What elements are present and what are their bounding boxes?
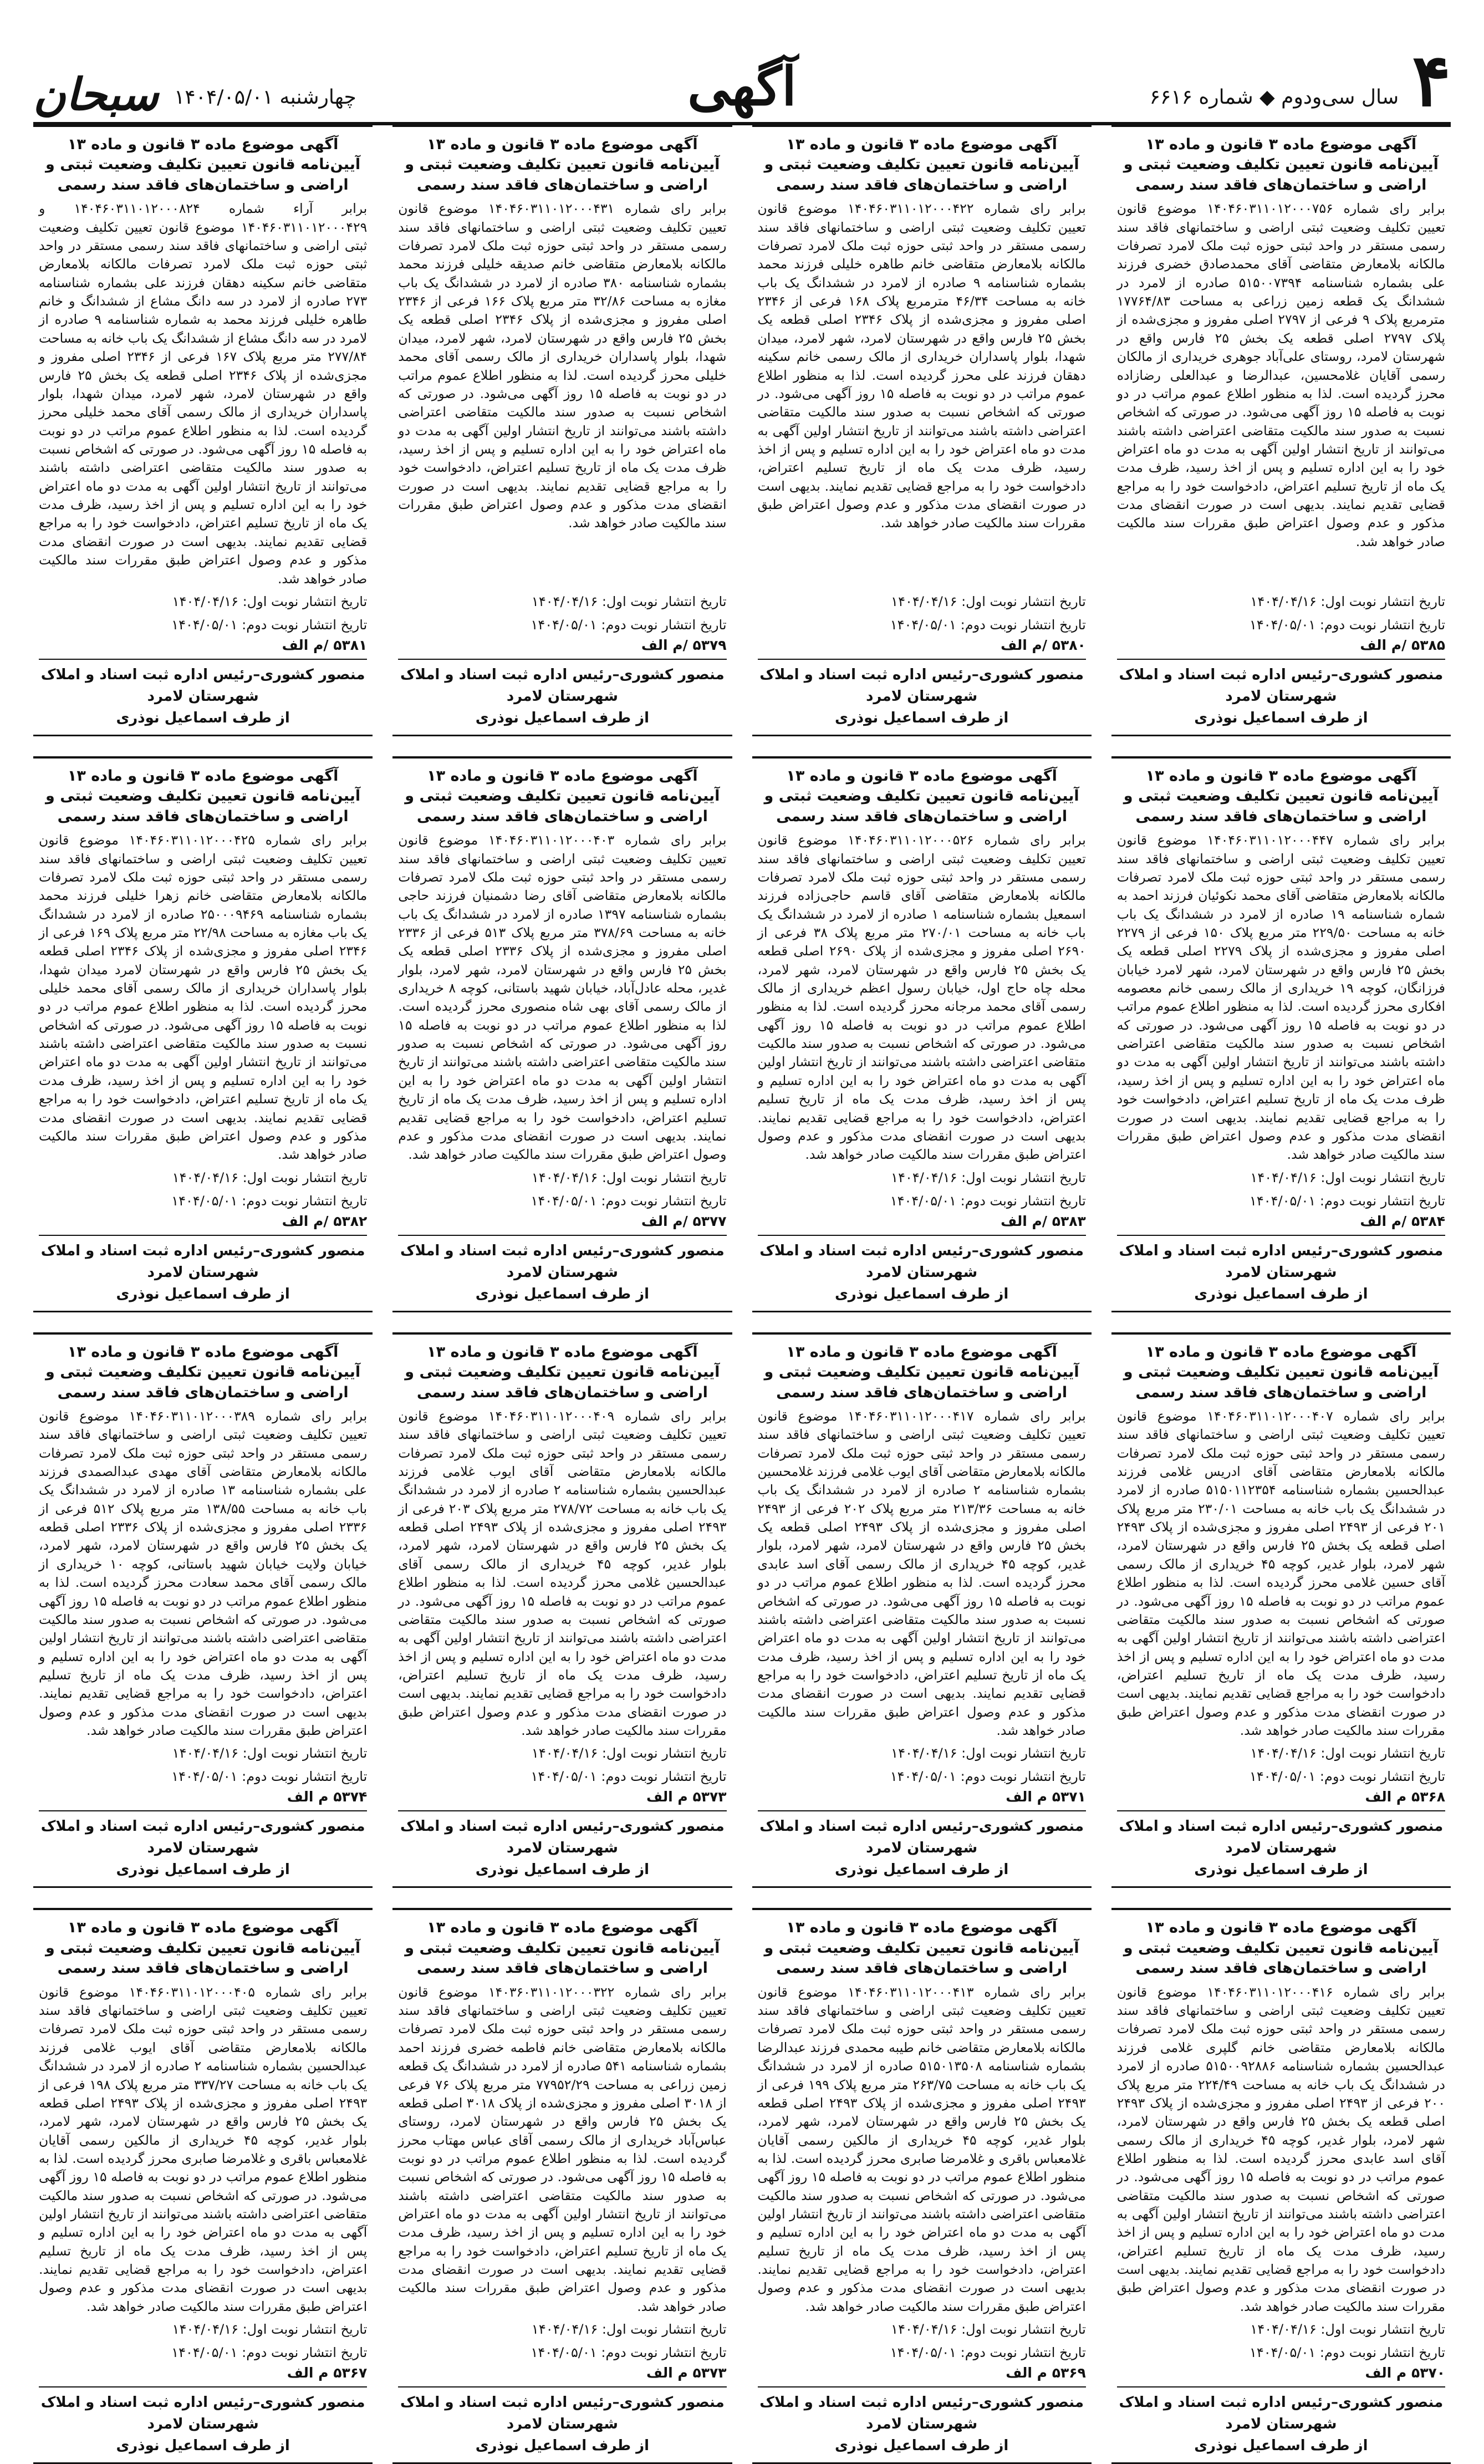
notice-date-first: تاریخ انتشار نوبت اول: ۱۴۰۴/۰۴/۱۶	[531, 2322, 727, 2338]
notice-code: ۵۳۶۷ م الف	[287, 2365, 368, 2381]
notice-date-first: تاریخ انتشار نوبت اول: ۱۴۰۴/۰۴/۱۶	[172, 1169, 368, 1185]
signature-sub: از طرف اسماعیل نوذری	[116, 2437, 290, 2455]
notices-grid	[33, 125, 1451, 2455]
notice-signature	[39, 1235, 367, 1305]
signature-line: منصور کشوری–رئیس اداره ثبت اسناد و املاک شهرستان لامرد	[40, 1818, 365, 1857]
notice-signature	[398, 1810, 726, 1881]
notice-box	[33, 1908, 373, 2464]
notice-box	[1111, 125, 1451, 736]
notice-code: ۵۳۷۴ م الف	[287, 1789, 368, 1805]
notice-date-second: تاریخ انتشار نوبت دوم: ۱۴۰۴/۰۵/۰۱	[1249, 617, 1445, 633]
signature-sub: از طرف اسماعیل نوذری	[834, 709, 1009, 726]
signature-line: منصور کشوری–رئیس اداره ثبت اسناد و املاک شهرستان لامرد	[40, 2394, 365, 2433]
notice-date-first: تاریخ انتشار نوبت اول: ۱۴۰۴/۰۴/۱۶	[1250, 1745, 1445, 1762]
notice-body: برابر رای شماره ۱۴۰۴۶۰۳۱۱۰۱۲۰۰۰۴۰۳ موضوع قانون تعیین تکلیف وضعیت ثبتی اراضی و ساختمانهای فاقد سند رسمی مستقر در واحد ثبتی حوزه ثبت ملک لامرد تصرفات مالکانه بلامعارض متقاضی آقای رضا دشمنیان فرزند حاجی بشماره شناسنامه ۱۳۹۷ صادره از لامرد در ششدانگ یک باب خانه به مساحت ۳۷۸/۶۹ متر مربع پلاک ۵۱۳ فرعی از ۲۳۳۶ اصلی مفروز و مجزی‌شده از پلاک ۲۳۳۶ اصلی قطعه یک بخش ۲۵ فارس واقع در شهرستان لامرد، شهر لامرد، بلوار غدیر، محله عادل‌آباد، خیابان شهید باستانی، کوچه ۸ خریداری از مالک رسمی آقای بهی شاه منصوری محرز گردیده است. لذا به منظور اطلاع عموم مراتب در دو نوبت به فاصله ۱۵ روز آگهی می‌شود. در صورتی که اشخاص نسبت به صدور سند مالکیت متقاضی اعتراضی داشته باشند می‌توانند از تاریخ انتشار اولین آگهی به مدت دو ماه اعتراض خود را به این اداره تسلیم و پس از اخذ رسید، ظرف مدت یک ماه از تاریخ تسلیم اعتراض، دادخواست خود را به مراجع قضایی تقدیم نمایند. بدیهی است در صورت انقضای مدت مذکور و عدم وصول اعتراض طبق مقررات سند مالکیت صادر خواهد شد.	[398, 832, 727, 1163]
notice-date-first: تاریخ انتشار نوبت اول: ۱۴۰۴/۰۴/۱۶	[891, 2322, 1086, 2338]
notice-date-second: تاریخ انتشار نوبت دوم: ۱۴۰۴/۰۵/۰۱	[171, 1769, 368, 1785]
signature-line: منصور کشوری–رئیس اداره ثبت اسناد و املاک شهرستان لامرد	[1119, 1242, 1444, 1281]
notice-date-second: تاریخ انتشار نوبت دوم: ۱۴۰۴/۰۵/۰۱	[531, 1193, 727, 1209]
header-right	[1149, 38, 1451, 123]
notice-code: ۵۳۷۰ م الف	[1365, 2365, 1445, 2381]
publication-date: چهارشنبه ۱۴۰۴/۰۵/۰۱	[174, 86, 356, 109]
notice-title: آگهی موضوع ماده ۳ قانون و ماده ۱۳ آیین‌نامه قانون تعیین تکلیف وضعیت ثبتی و اراضی و ساختمان‌های فاقد سند رسمی	[405, 767, 720, 825]
notice-date-first: تاریخ انتشار نوبت اول: ۱۴۰۴/۰۴/۱۶	[531, 1745, 727, 1762]
header-left	[33, 68, 356, 120]
signature-sub: از طرف اسماعیل نوذری	[475, 1861, 650, 1878]
notice-code: ۵۳۷۹ /م الف	[641, 637, 727, 653]
signature-sub: از طرف اسماعیل نوذری	[834, 2437, 1009, 2455]
notice-signature	[1117, 2386, 1445, 2457]
signature-sub: از طرف اسماعیل نوذری	[475, 2437, 650, 2455]
notice-date-second: تاریخ انتشار نوبت دوم: ۱۴۰۴/۰۵/۰۱	[171, 617, 368, 633]
notice-title: آگهی موضوع ماده ۳ قانون و ماده ۱۳ آیین‌نامه قانون تعیین تکلیف وضعیت ثبتی و اراضی و ساختمان‌های فاقد سند رسمی	[45, 1919, 361, 1977]
notice-body: برابر رای شماره ۱۴۰۴۶۰۳۱۱۰۱۲۰۰۰۴۳۱ موضوع قانون تعیین تکلیف وضعیت ثبتی اراضی و ساختمانهای فاقد سند رسمی مستقر در واحد ثبتی حوزه ثبت ملک لامرد تصرفات مالکانه بلامعارض متقاضی خانم صدیقه خلیلی فرزند محمد بشماره شناسنامه ۳۸۰ صادره از لامرد در ششدانگ یک باب مغازه به مساحت ۳۲/۸۶ متر مربع پلاک ۱۶۶ فرعی از ۲۳۴۶ اصلی مفروز و مجزی‌شده از پلاک ۲۳۴۶ اصلی قطعه یک بخش ۲۵ فارس واقع در شهرستان لامرد، شهر لامرد، میدان شهدا، بلوار پاسداران خریداری از مالک رسمی آقای محمد خلیلی محرز گردیده است. لذا به منظور اطلاع عموم مراتب در دو نوبت به فاصله ۱۵ روز آگهی می‌شود. در صورتی که اشخاص نسبت به صدور سند مالکیت متقاضی اعتراضی داشته باشند می‌توانند از تاریخ انتشار اولین آگهی به مدت دو ماه اعتراض خود را به این اداره تسلیم و پس از اخذ رسید، ظرف مدت یک ماه از تاریخ تسلیم اعتراض، دادخواست خود را به مراجع قضایی تقدیم نمایند. بدیهی است در صورت انقضای مدت مذکور و عدم وصول اعتراض طبق مقررات سند مالکیت صادر خواهد شد.	[398, 201, 727, 531]
notice-date-first: تاریخ انتشار نوبت اول: ۱۴۰۴/۰۴/۱۶	[172, 1745, 368, 1762]
notice-title: آگهی موضوع ماده ۳ قانون و ماده ۱۳ آیین‌نامه قانون تعیین تکلیف وضعیت ثبتی و اراضی و ساختمان‌های فاقد سند رسمی	[1123, 1919, 1439, 1977]
notice-date-second: تاریخ انتشار نوبت دوم: ۱۴۰۴/۰۵/۰۱	[1249, 2345, 1445, 2361]
notice-date-first: تاریخ انتشار نوبت اول: ۱۴۰۴/۰۴/۱۶	[1250, 593, 1445, 609]
signature-line: منصور کشوری–رئیس اداره ثبت اسناد و املاک شهرستان لامرد	[759, 666, 1084, 705]
signature-sub: از طرف اسماعیل نوذری	[116, 1285, 290, 1302]
notice-body: برابر رای شماره ۱۴۰۴۶۰۳۱۱۰۱۲۰۰۰۴۲۲ موضوع قانون تعیین تکلیف وضعیت ثبتی اراضی و ساختمانهای فاقد سند رسمی مستقر در واحد ثبتی حوزه ثبت ملک لامرد تصرفات مالکانه بلامعارض متقاضی خانم طاهره خلیلی فرزند محمد بشماره شناسنامه ۹ صادره از لامرد در ششدانگ یک باب خانه به مساحت ۴۶/۳۴ مترمربع پلاک ۱۶۸ فرعی از ۲۳۴۶ اصلی مفروز و مجزی‌شده از پلاک ۲۳۴۶ اصلی قطعه یک بخش ۲۵ فارس واقع در شهرستان لامرد، شهر لامرد، میدان شهدا، بلوار پاسداران خریداری از مالک رسمی خانم سکینه دهقان فرزند علی محرز گردیده است. لذا به منظور اطلاع عموم مراتب در دو نوبت به فاصله ۱۵ روز آگهی می‌شود. در صورتی که اشخاص نسبت به صدور سند مالکیت متقاضی اعتراضی داشته باشند می‌توانند از تاریخ انتشار اولین آگهی به مدت دو ماه اعتراض خود را به این اداره تسلیم و پس از اخذ رسید، ظرف مدت یک ماه از تاریخ تسلیم اعتراض، دادخواست خود را به مراجع قضایی تقدیم نمایند. بدیهی است در صورت انقضای مدت مذکور و عدم وصول اعتراض طبق مقررات سند مالکیت صادر خواهد شد.	[757, 201, 1086, 531]
notice-code: ۵۳۸۵ /م الف	[1360, 637, 1445, 653]
signature-sub: از طرف اسماعیل نوذری	[116, 709, 290, 726]
signature-line: منصور کشوری–رئیس اداره ثبت اسناد و املاک شهرستان لامرد	[759, 1242, 1084, 1281]
notice-title: آگهی موضوع ماده ۳ قانون و ماده ۱۳ آیین‌نامه قانون تعیین تکلیف وضعیت ثبتی و اراضی و ساختمان‌های فاقد سند رسمی	[45, 767, 361, 825]
notice-title: آگهی موضوع ماده ۳ قانون و ماده ۱۳ آیین‌نامه قانون تعیین تکلیف وضعیت ثبتی و اراضی و ساختمان‌های فاقد سند رسمی	[1123, 136, 1439, 194]
notice-box	[1111, 756, 1451, 1312]
notice-title: آگهی موضوع ماده ۳ قانون و ماده ۱۳ آیین‌نامه قانون تعیین تکلیف وضعیت ثبتی و اراضی و ساختمان‌های فاقد سند رسمی	[764, 1343, 1079, 1401]
notice-signature	[39, 659, 367, 729]
signature-sub: از طرف اسماعیل نوذری	[475, 709, 650, 726]
notice-title: آگهی موضوع ماده ۳ قانون و ماده ۱۳ آیین‌نامه قانون تعیین تکلیف وضعیت ثبتی و اراضی و ساختمان‌های فاقد سند رسمی	[45, 1343, 361, 1401]
notice-box	[1111, 1908, 1451, 2464]
notice-signature	[398, 2386, 726, 2457]
notice-signature	[398, 659, 726, 729]
notice-box	[752, 756, 1092, 1312]
notice-title: آگهی موضوع ماده ۳ قانون و ماده ۱۳ آیین‌نامه قانون تعیین تکلیف وضعیت ثبتی و اراضی و ساختمان‌های فاقد سند رسمی	[45, 136, 361, 194]
notice-box	[392, 756, 732, 1312]
notice-code: ۵۳۸۳ /م الف	[1001, 1213, 1086, 1229]
notice-date-second: تاریخ انتشار نوبت دوم: ۱۴۰۴/۰۵/۰۱	[531, 2345, 727, 2361]
notice-body: برابر رای شماره ۱۴۰۴۶۰۳۱۱۰۱۲۰۰۰۴۴۷ موضوع قانون تعیین تکلیف وضعیت ثبتی اراضی و ساختمانهای فاقد سند رسمی مستقر در واحد ثبتی حوزه ثبت ملک لامرد تصرفات مالکانه بلامعارض متقاضی آقای محمد نکوئیان فرزند احمد به شماره شناسنامه ۱۹ صادره از لامرد در ششدانگ یک باب خانه به مساحت ۲۲۹/۵۰ متر مربع پلاک ۱۵۰ فرعی از ۲۲۷۹ اصلی مفروز و مجزی‌شده از پلاک ۲۲۷۹ اصلی قطعه یک بخش ۲۵ فارس واقع در شهرستان لامرد، شهر لامرد خیابان فرزانگان، کوچه ۱۹ خریداری از مالک رسمی خانم معصومه افکاری محرز گردیده است. لذا به منظور اطلاع عموم مراتب در دو نوبت به فاصله ۱۵ روز آگهی می‌شود. در صورتی که اشخاص نسبت به صدور سند مالکیت متقاضی اعتراضی داشته باشند می‌توانند از تاریخ انتشار اولین آگهی به مدت دو ماه اعتراض خود را به این اداره تسلیم و پس از اخذ رسید، ظرف مدت یک ماه از تاریخ تسلیم اعتراض، دادخواست خود را به مراجع قضایی تقدیم نمایند. بدیهی است در صورت انقضای مدت مذکور و عدم وصول اعتراض طبق مقررات سند مالکیت صادر خواهد شد.	[1116, 832, 1445, 1163]
signature-line: منصور کشوری–رئیس اداره ثبت اسناد و املاک شهرستان لامرد	[1119, 1818, 1444, 1857]
notice-date-first: تاریخ انتشار نوبت اول: ۱۴۰۴/۰۴/۱۶	[1250, 2322, 1445, 2338]
notice-date-second: تاریخ انتشار نوبت دوم: ۱۴۰۴/۰۵/۰۱	[531, 1769, 727, 1785]
notice-date-first: تاریخ انتشار نوبت اول: ۱۴۰۴/۰۴/۱۶	[172, 593, 368, 609]
signature-sub: از طرف اسماعیل نوذری	[834, 1285, 1009, 1302]
notice-title: آگهی موضوع ماده ۳ قانون و ماده ۱۳ آیین‌نامه قانون تعیین تکلیف وضعیت ثبتی و اراضی و ساختمان‌های فاقد سند رسمی	[1123, 1343, 1439, 1401]
notice-date-first: تاریخ انتشار نوبت اول: ۱۴۰۴/۰۴/۱۶	[891, 593, 1086, 609]
notice-box	[752, 1908, 1092, 2464]
notice-box	[752, 1332, 1092, 1888]
notice-title: آگهی موضوع ماده ۳ قانون و ماده ۱۳ آیین‌نامه قانون تعیین تکلیف وضعیت ثبتی و اراضی و ساختمان‌های فاقد سند رسمی	[764, 136, 1079, 194]
notice-signature	[39, 2386, 367, 2457]
notice-code: ۵۳۶۸ م الف	[1365, 1789, 1445, 1805]
notice-date-second: تاریخ انتشار نوبت دوم: ۱۴۰۴/۰۵/۰۱	[1249, 1769, 1445, 1785]
signature-line: منصور کشوری–رئیس اداره ثبت اسناد و املاک شهرستان لامرد	[400, 2394, 725, 2433]
notice-box	[392, 125, 732, 736]
notice-date-first: تاریخ انتشار نوبت اول: ۱۴۰۴/۰۴/۱۶	[891, 1745, 1086, 1762]
notice-box	[33, 756, 373, 1312]
notice-date-second: تاریخ انتشار نوبت دوم: ۱۴۰۴/۰۵/۰۱	[890, 1769, 1086, 1785]
notice-signature	[758, 1235, 1086, 1305]
notice-box	[33, 1332, 373, 1888]
notice-body: برابر رای شماره ۱۴۰۴۶۰۳۱۱۰۱۲۰۰۰۴۲۵ موضوع قانون تعیین تکلیف وضعیت ثبتی اراضی و ساختمانهای فاقد سند رسمی مستقر در واحد ثبتی حوزه ثبت ملک لامرد تصرفات مالکانه بلامعارض متقاضی خانم زهرا خلیلی فرزند محمد بشماره شناسنامه ۲۵۰۰۰۹۴۶۹ صادره از لامرد در ششدانگ یک باب مغازه به مساحت ۲۲/۹۸ متر مربع پلاک ۱۶۹ فرعی از ۲۳۴۶ اصلی مفروز و مجزی‌شده از پلاک ۲۳۴۶ اصلی قطعه یک بخش ۲۵ فارس واقع در شهرستان لامرد میدان شهدا، بلوار پاسداران خریداری از مالک رسمی آقای محمد خلیلی محرز گردیده است. لذا به منظور اطلاع عموم مراتب در دو نوبت به فاصله ۱۵ روز آگهی می‌شود. در صورتی که اشخاص نسبت به صدور سند مالکیت متقاضی اعتراضی داشته باشند می‌توانند از تاریخ انتشار اولین آگهی به مدت دو ماه اعتراض خود را به این اداره تسلیم و پس از اخذ رسید، ظرف مدت یک ماه از تاریخ تسلیم اعتراض، دادخواست خود را به مراجع قضایی تقدیم نمایند. بدیهی است در صورت انقضای مدت مذکور و عدم وصول اعتراض طبق مقررات سند مالکیت صادر خواهد شد.	[39, 832, 368, 1163]
notice-date-second: تاریخ انتشار نوبت دوم: ۱۴۰۴/۰۵/۰۱	[171, 1193, 368, 1209]
notice-date-first: تاریخ انتشار نوبت اول: ۱۴۰۴/۰۴/۱۶	[891, 1169, 1086, 1185]
notice-signature	[758, 659, 1086, 729]
signature-line: منصور کشوری–رئیس اداره ثبت اسناد و املاک شهرستان لامرد	[759, 2394, 1084, 2433]
notice-code: ۵۳۶۹ م الف	[1006, 2365, 1086, 2381]
notice-code: ۵۳۸۲ /م الف	[282, 1213, 368, 1229]
signature-line: منصور کشوری–رئیس اداره ثبت اسناد و املاک شهرستان لامرد	[759, 1818, 1084, 1857]
notice-signature	[1117, 659, 1445, 729]
notice-code: ۵۳۸۰ /م الف	[1001, 637, 1086, 653]
notice-body: برابر رای شماره ۱۴۰۴۶۰۳۱۱۰۱۲۰۰۰۴۱۶ موضوع قانون تعیین تکلیف وضعیت ثبتی اراضی و ساختمانهای فاقد سند رسمی مستقر در واحد ثبتی حوزه ثبت ملک لامرد تصرفات مالکانه بلامعارض متقاضی خانم گلپری غلامی فرزند عبدالحسین بشماره شناسنامه ۵۱۵۰۰۹۲۸۸۶ صادره از لامرد در ششدانگ یک باب خانه به مساحت ۲۲۴/۴۹ متر مربع پلاک ۲۰۰ فرعی از ۲۴۹۳ اصلی مفروز و مجزی‌شده از پلاک ۲۴۹۳ اصلی قطعه یک بخش ۲۵ فارس واقع در شهرستان لامرد، شهر لامرد، بلوار غدیر، کوچه ۴۵ خریداری از مالک رسمی آقای اسد عابدی محرز گردیده است. لذا به منظور اطلاع عموم مراتب در دو نوبت به فاصله ۱۵ روز آگهی می‌شود. در صورتی که اشخاص نسبت به صدور سند مالکیت متقاضی اعتراضی داشته باشند می‌توانند از تاریخ انتشار اولین آگهی به مدت دو ماه اعتراض خود را به این اداره تسلیم و پس از اخذ رسید، ظرف مدت یک ماه از تاریخ تسلیم اعتراض، دادخواست خود را به مراجع قضایی تقدیم نمایند. بدیهی است در صورت انقضای مدت مذکور و عدم وصول اعتراض طبق مقررات سند مالکیت صادر خواهد شد.	[1116, 1984, 1445, 2314]
notice-box	[392, 1908, 732, 2464]
notice-body: برابر رای شماره ۱۴۰۴۶۰۳۱۱۰۱۲۰۰۰۵۲۶ موضوع قانون تعیین تکلیف وضعیت ثبتی اراضی و ساختمانهای فاقد سند رسمی مستقر در واحد ثبتی حوزه ثبت ملک لامرد تصرفات مالکانه بلامعارض متقاضی آقای قاسم حاجی‌زاده فرزند اسمعیل بشماره شناسنامه ۱ صادره از لامرد در ششدانگ یک باب خانه به مساحت ۲۷۰/۰۱ متر مربع پلاک ۳۸ فرعی از ۲۶۹۰ اصلی مفروز و مجزی‌شده از پلاک ۲۶۹۰ اصلی قطعه یک بخش ۲۵ فارس واقع در شهرستان لامرد، شهر لامرد، محله چاه حاج اول، خیابان رسول اعظم خریداری از مالک رسمی آقای محمد مرجانه محرز گردیده است. لذا به منظور اطلاع عموم مراتب در دو نوبت به فاصله ۱۵ روز آگهی می‌شود. در صورتی که اشخاص نسبت به صدور سند مالکیت متقاضی اعتراضی داشته باشند می‌توانند از تاریخ انتشار اولین آگهی به مدت دو ماه اعتراض خود را به این اداره تسلیم و پس از اخذ رسید، ظرف مدت یک ماه از تاریخ تسلیم اعتراض، دادخواست خود را به مراجع قضایی تقدیم نمایند. بدیهی است در صورت انقضای مدت مذکور و عدم وصول اعتراض طبق مقررات سند مالکیت صادر خواهد شد.	[757, 832, 1086, 1163]
notice-title: آگهی موضوع ماده ۳ قانون و ماده ۱۳ آیین‌نامه قانون تعیین تکلیف وضعیت ثبتی و اراضی و ساختمان‌های فاقد سند رسمی	[764, 767, 1079, 825]
page-header	[33, 33, 1451, 125]
notice-signature	[1117, 1235, 1445, 1305]
notice-body: برابر آراء شماره ۱۴۰۴۶۰۳۱۱۰۱۲۰۰۰۸۲۴ و ۱۴۰۴۶۰۳۱۱۰۱۲۰۰۰۴۲۹ موضوع قانون تعیین تکلیف وضعیت ثبتی اراضی و ساختمانهای فاقد سند رسمی مستقر در واحد ثبتی حوزه ثبت ملک لامرد تصرفات مالکانه بلامعارض متقاضی خانم سکینه دهقان فرزند علی بشماره شناسنامه ۲۷۳ صادره از لامرد در سه دانگ مشاع از ششدانگ و خانم طاهره خلیلی فرزند محمد به شماره شناسنامه ۹ صادره از لامرد در سه دانگ مشاع از ششدانگ یک باب خانه به مساحت ۲۷۷/۸۴ متر مربع پلاک ۱۶۷ فرعی از ۲۳۴۶ اصلی مفروز و مجزی‌شده از پلاک ۲۳۴۶ اصلی قطعه یک بخش ۲۵ فارس واقع در شهرستان لامرد، شهر لامرد، میدان شهدا، بلوار پاسداران خریداری از مالک رسمی آقای محمد خلیلی محرز گردیده است. لذا به منظور اطلاع عموم مراتب در دو نوبت به فاصله ۱۵ روز آگهی می‌شود. در صورتی که اشخاص نسبت به صدور سند مالکیت متقاضی اعتراضی داشته باشند می‌توانند از تاریخ انتشار اولین آگهی به مدت دو ماه اعتراض خود را به این اداره تسلیم و پس از اخذ رسید، ظرف مدت یک ماه از تاریخ تسلیم اعتراض، دادخواست خود را به مراجع قضایی تقدیم نمایند. بدیهی است در صورت انقضای مدت مذکور و عدم وصول اعتراض طبق مقررات سند مالکیت صادر خواهد شد.	[39, 201, 368, 587]
notice-title: آگهی موضوع ماده ۳ قانون و ماده ۱۳ آیین‌نامه قانون تعیین تکلیف وضعیت ثبتی و اراضی و ساختمان‌های فاقد سند رسمی	[1123, 767, 1439, 825]
signature-line: منصور کشوری–رئیس اداره ثبت اسناد و املاک شهرستان لامرد	[1119, 666, 1444, 705]
signature-line: منصور کشوری–رئیس اداره ثبت اسناد و املاک شهرستان لامرد	[400, 1818, 725, 1857]
notice-code: ۵۳۸۱ /م الف	[282, 637, 368, 653]
signature-sub: از طرف اسماعیل نوذری	[1194, 1861, 1368, 1878]
notice-body: برابر رای شماره ۱۴۰۴۶۰۳۱۱۰۱۲۰۰۰۴۰۷ موضوع قانون تعیین تکلیف وضعیت ثبتی اراضی و ساختمانهای فاقد سند رسمی مستقر در واحد ثبتی حوزه ثبت ملک لامرد تصرفات مالکانه بلامعارض متقاضی آقای ادریس غلامی فرزند عبدالحسین بشماره شناسنامه ۵۱۵۰۱۱۲۳۵۴ صادره از لامرد در ششدانگ یک باب خانه به مساحت ۲۳۰/۰۱ متر مربع پلاک ۲۰۱ فرعی از ۲۴۹۳ اصلی مفروز و مجزی‌شده از پلاک ۲۴۹۳ اصلی قطعه یک بخش ۲۵ فارس واقع در شهرستان لامرد، شهر لامرد، بلوار غدیر، کوچه ۴۵ خریداری از مالک رسمی آقای حسین غلامی محرز گردیده است. لذا به منظور اطلاع عموم مراتب در دو نوبت به فاصله ۱۵ روز آگهی می‌شود. در صورتی که اشخاص نسبت به صدور سند مالکیت متقاضی اعتراضی داشته باشند می‌توانند از تاریخ انتشار اولین آگهی به مدت دو ماه اعتراض خود را به این اداره تسلیم و پس از اخذ رسید، ظرف مدت یک ماه از تاریخ تسلیم اعتراض، دادخواست خود را به مراجع قضایی تقدیم نمایند. بدیهی است در صورت انقضای مدت مذکور و عدم وصول اعتراض طبق مقررات سند مالکیت صادر خواهد شد.	[1116, 1408, 1445, 1739]
notice-date-second: تاریخ انتشار نوبت دوم: ۱۴۰۴/۰۵/۰۱	[890, 2345, 1086, 2361]
page-number: ۴	[1412, 38, 1451, 123]
notice-title: آگهی موضوع ماده ۳ قانون و ماده ۱۳ آیین‌نامه قانون تعیین تکلیف وضعیت ثبتی و اراضی و ساختمان‌های فاقد سند رسمی	[764, 1919, 1079, 1977]
signature-line: منصور کشوری–رئیس اداره ثبت اسناد و املاک شهرستان لامرد	[1119, 2394, 1444, 2433]
notice-signature	[758, 2386, 1086, 2457]
signature-line: منصور کشوری–رئیس اداره ثبت اسناد و املاک شهرستان لامرد	[40, 666, 365, 705]
newspaper-logo: سبحان	[33, 68, 159, 120]
notice-body: برابر رای شماره ۱۴۰۴۶۰۳۱۱۰۱۲۰۰۰۴۱۷ موضوع قانون تعیین تکلیف وضعیت ثبتی اراضی و ساختمانهای فاقد سند رسمی مستقر در واحد ثبتی حوزه ثبت ملک لامرد تصرفات مالکانه بلامعارض متقاضی آقای ایوب غلامی فرزند غلامحسین بشماره شناسنامه ۲ صادره از لامرد در ششدانگ یک باب خانه به مساحت ۲۱۳/۳۶ متر مربع پلاک ۲۰۲ فرعی از ۲۴۹۳ اصلی مفروز و مجزی‌شده از پلاک ۲۴۹۳ اصلی قطعه یک بخش ۲۵ فارس واقع در شهرستان لامرد، شهر لامرد، بلوار غدیر، کوچه ۴۵ خریداری از مالک رسمی آقای اسد عابدی محرز گردیده است. لذا به منظور اطلاع عموم مراتب در دو نوبت به فاصله ۱۵ روز آگهی می‌شود. در صورتی که اشخاص نسبت به صدور سند مالکیت متقاضی اعتراضی داشته باشند می‌توانند از تاریخ انتشار اولین آگهی به مدت دو ماه اعتراض خود را به این اداره تسلیم و پس از اخذ رسید، ظرف مدت یک ماه از تاریخ تسلیم اعتراض، دادخواست خود را به مراجع قضایی تقدیم نمایند. بدیهی است در صورت انقضای مدت مذکور و عدم وصول اعتراض طبق مقررات سند مالکیت صادر خواهد شد.	[757, 1408, 1086, 1739]
notice-date-first: تاریخ انتشار نوبت اول: ۱۴۰۴/۰۴/۱۶	[531, 1169, 727, 1185]
notice-title: آگهی موضوع ماده ۳ قانون و ماده ۱۳ آیین‌نامه قانون تعیین تکلیف وضعیت ثبتی و اراضی و ساختمان‌های فاقد سند رسمی	[405, 136, 720, 194]
signature-line: منصور کشوری–رئیس اداره ثبت اسناد و املاک شهرستان لامرد	[40, 1242, 365, 1281]
issue-info: سال سی‌ودوم ◆ شماره ۶۶۱۶	[1149, 86, 1399, 109]
notice-body: برابر رای شماره ۱۴۰۴۶۰۳۱۱۰۱۲۰۰۰۴۰۵ موضوع قانون تعیین تکلیف وضعیت ثبتی اراضی و ساختمانهای فاقد سند رسمی مستقر در واحد ثبتی حوزه ثبت ملک لامرد تصرفات مالکانه بلامعارض متقاضی آقای ایوب غلامی فرزند عبدالحسین بشماره شناسنامه ۲ صادره از لامرد در ششدانگ یک باب خانه به مساحت ۳۳۷/۲۷ متر مربع پلاک ۱۹۸ فرعی از ۲۴۹۳ اصلی مفروز و مجزی‌شده از پلاک ۲۴۹۳ اصلی قطعه یک بخش ۲۵ فارس واقع در شهرستان لامرد، شهر لامرد، بلوار غدیر، کوچه ۴۵ خریداری از مالکین رسمی آقایان غلامعباس باقری و غلامرضا صابری محرز گردیده است. لذا به منظور اطلاع عموم مراتب در دو نوبت به فاصله ۱۵ روز آگهی می‌شود. در صورتی که اشخاص نسبت به صدور سند مالکیت متقاضی اعتراضی داشته باشند می‌توانند از تاریخ انتشار اولین آگهی به مدت دو ماه اعتراض خود را به این اداره تسلیم و پس از اخذ رسید، ظرف مدت یک ماه از تاریخ تسلیم اعتراض، دادخواست خود را به مراجع قضایی تقدیم نمایند. بدیهی است در صورت انقضای مدت مذکور و عدم وصول اعتراض طبق مقررات سند مالکیت صادر خواهد شد.	[39, 1984, 368, 2314]
notice-body: برابر رای شماره ۱۴۰۴۶۰۳۱۱۰۱۲۰۰۰۴۰۹ موضوع قانون تعیین تکلیف وضعیت ثبتی اراضی و ساختمانهای فاقد سند رسمی مستقر در واحد ثبتی حوزه ثبت ملک لامرد تصرفات مالکانه بلامعارض متقاضی آقای ایوب غلامی فرزند عبدالحسین بشماره شناسنامه ۲ صادره از لامرد در ششدانگ یک باب خانه به مساحت ۲۷۸/۷۲ متر مربع پلاک ۲۰۳ فرعی از ۲۴۹۳ اصلی مفروز و مجزی‌شده از پلاک ۲۴۹۳ اصلی قطعه یک بخش ۲۵ فارس واقع در شهرستان لامرد، شهر لامرد، بلوار غدیر، کوچه ۴۵ خریداری از مالک رسمی آقای عبدالحسین غلامی محرز گردیده است. لذا به منظور اطلاع عموم مراتب در دو نوبت به فاصله ۱۵ روز آگهی می‌شود. در صورتی که اشخاص نسبت به صدور سند مالکیت متقاضی اعتراضی داشته باشند می‌توانند از تاریخ انتشار اولین آگهی به مدت دو ماه اعتراض خود را به این اداره تسلیم و پس از اخذ رسید، ظرف مدت یک ماه از تاریخ تسلیم اعتراض، دادخواست خود را به مراجع قضایی تقدیم نمایند. بدیهی است در صورت انقضای مدت مذکور و عدم وصول اعتراض طبق مقررات سند مالکیت صادر خواهد شد.	[398, 1408, 727, 1739]
signature-sub: از طرف اسماعیل نوذری	[1194, 709, 1368, 726]
notice-box	[752, 125, 1092, 736]
notice-date-second: تاریخ انتشار نوبت دوم: ۱۴۰۴/۰۵/۰۱	[531, 617, 727, 633]
signature-sub: از طرف اسماعیل نوذری	[1194, 2437, 1368, 2455]
notice-box	[392, 1332, 732, 1888]
notice-code: ۵۳۸۴ /م الف	[1360, 1213, 1445, 1229]
notice-title: آگهی موضوع ماده ۳ قانون و ماده ۱۳ آیین‌نامه قانون تعیین تکلیف وضعیت ثبتی و اراضی و ساختمان‌های فاقد سند رسمی	[405, 1919, 720, 1977]
notice-date-second: تاریخ انتشار نوبت دوم: ۱۴۰۴/۰۵/۰۱	[890, 1193, 1086, 1209]
notice-code: ۵۳۷۳ م الف	[646, 2365, 727, 2381]
notice-code: ۵۳۷۳ م الف	[646, 1789, 727, 1805]
notice-body: برابر رای شماره ۱۴۰۴۶۰۳۱۱۰۱۲۰۰۰۳۸۹ موضوع قانون تعیین تکلیف وضعیت ثبتی اراضی و ساختمانهای فاقد سند رسمی مستقر در واحد ثبتی حوزه ثبت ملک لامرد تصرفات مالکانه بلامعارض متقاضی آقای مهدی عبدالصمدی فرزند علی بشماره شناسنامه ۱۳ صادره از لامرد در ششدانگ یک باب خانه به مساحت ۱۳۸/۵۵ متر مربع پلاک ۵۱۲ فرعی از ۲۳۳۶ اصلی مفروز و مجزی‌شده از پلاک ۲۳۳۶ اصلی قطعه یک بخش ۲۵ فارس واقع در شهرستان لامرد، شهر لامرد، خیابان ولایت خیابان شهید باستانی، کوچه ۱۰ خریداری از مالک رسمی آقای محمد سعادت محرز گردیده است. لذا به منظور اطلاع عموم مراتب در دو نوبت به فاصله ۱۵ روز آگهی می‌شود. در صورتی که اشخاص نسبت به صدور سند مالکیت متقاضی اعتراضی داشته باشند می‌توانند از تاریخ انتشار اولین آگهی به مدت دو ماه اعتراض خود را به این اداره تسلیم و پس از اخذ رسید، ظرف مدت یک ماه از تاریخ تسلیم اعتراض، دادخواست خود را به مراجع قضایی تقدیم نمایند. بدیهی است در صورت انقضای مدت مذکور و عدم وصول اعتراض طبق مقررات سند مالکیت صادر خواهد شد.	[39, 1408, 368, 1739]
signature-line: منصور کشوری–رئیس اداره ثبت اسناد و املاک شهرستان لامرد	[400, 666, 725, 705]
notice-date-second: تاریخ انتشار نوبت دوم: ۱۴۰۴/۰۵/۰۱	[171, 2345, 368, 2361]
notice-date-first: تاریخ انتشار نوبت اول: ۱۴۰۴/۰۴/۱۶	[172, 2322, 368, 2338]
notice-date-first: تاریخ انتشار نوبت اول: ۱۴۰۴/۰۴/۱۶	[1250, 1169, 1445, 1185]
signature-sub: از طرف اسماعیل نوذری	[475, 1285, 650, 1302]
notice-date-second: تاریخ انتشار نوبت دوم: ۱۴۰۴/۰۵/۰۱	[1249, 1193, 1445, 1209]
notice-signature	[1117, 1810, 1445, 1881]
notice-code: ۵۳۷۷ /م الف	[641, 1213, 727, 1229]
notice-code: ۵۳۷۱ م الف	[1006, 1789, 1086, 1805]
signature-line: منصور کشوری–رئیس اداره ثبت اسناد و املاک شهرستان لامرد	[400, 1242, 725, 1281]
notice-box	[33, 125, 373, 736]
notice-signature	[758, 1810, 1086, 1881]
notice-body: برابر رای شماره ۱۴۰۴۶۰۳۱۱۰۱۲۰۰۰۷۵۶ موضوع قانون تعیین تکلیف وضعیت ثبتی اراضی و ساختمانهای فاقد سند رسمی مستقر در واحد ثبتی حوزه ثبت ملک لامرد تصرفات مالکانه بلامعارض متقاضی آقای محمدصادق خضری فرزند علی بشماره شناسنامه ۵۱۵۰۰۷۳۹۴ صادره از لامرد در ششدانگ یک قطعه زمین زراعی به مساحت ۱۷۷۶۴/۸۳ مترمربع پلاک ۹ فرعی از ۲۷۹۷ اصلی مفروز و مجزی‌شده از پلاک ۲۷۹۷ اصلی قطعه یک بخش ۲۵ فارس واقع در شهرستان لامرد، روستای علی‌آباد جوهری خریداری از مالکان رسمی آقایان غلامحسین، عبدالرضا و عبدالعلی رضازاده محرز گردیده است. لذا به منظور اطلاع عموم مراتب در دو نوبت به فاصله ۱۵ روز آگهی می‌شود. در صورتی که اشخاص نسبت به صدور سند مالکیت متقاضی اعتراضی داشته باشند می‌توانند از تاریخ انتشار اولین آگهی به مدت دو ماه اعتراض خود را به این اداره تسلیم و پس از اخذ رسید، ظرف مدت یک ماه از تاریخ تسلیم اعتراض، دادخواست خود را به مراجع قضایی تقدیم نمایند. بدیهی است در صورت انقضای مدت مذکور و عدم وصول اعتراض طبق مقررات سند مالکیت صادر خواهد شد.	[1116, 201, 1446, 549]
notice-signature	[39, 1810, 367, 1881]
signature-sub: از طرف اسماعیل نوذری	[1194, 1285, 1368, 1302]
notice-title: آگهی موضوع ماده ۳ قانون و ماده ۱۳ آیین‌نامه قانون تعیین تکلیف وضعیت ثبتی و اراضی و ساختمان‌های فاقد سند رسمی	[405, 1343, 720, 1401]
signature-sub: از طرف اسماعیل نوذری	[834, 1861, 1009, 1878]
notice-date-first: تاریخ انتشار نوبت اول: ۱۴۰۴/۰۴/۱۶	[531, 593, 727, 609]
section-title: آگهی	[687, 55, 797, 118]
notice-box	[1111, 1332, 1451, 1888]
signature-sub: از طرف اسماعیل نوذری	[116, 1861, 290, 1878]
notice-body: برابر رای شماره ۱۴۰۴۶۰۳۱۱۰۱۲۰۰۰۴۱۳ موضوع قانون تعیین تکلیف وضعیت ثبتی اراضی و ساختمانهای فاقد سند رسمی مستقر در واحد ثبتی حوزه ثبت ملک لامرد تصرفات مالکانه بلامعارض متقاضی خانم طیبه محمدی فرزند عبدالرضا بشماره شناسنامه ۵۱۵۰۱۳۵۰۸ صادره از لامرد در ششدانگ یک باب خانه به مساحت ۲۶۳/۷۵ متر مربع پلاک ۱۹۹ فرعی از ۲۴۹۳ اصلی مفروز و مجزی‌شده از پلاک ۲۴۹۳ اصلی قطعه یک بخش ۲۵ فارس واقع در شهرستان لامرد، شهر لامرد، بلوار غدیر، کوچه ۴۵ خریداری از مالکین رسمی آقایان غلامعباس باقری و غلامرضا صابری محرز گردیده است. لذا به منظور اطلاع عموم مراتب در دو نوبت به فاصله ۱۵ روز آگهی می‌شود. در صورتی که اشخاص نسبت به صدور سند مالکیت متقاضی اعتراضی داشته باشند می‌توانند از تاریخ انتشار اولین آگهی به مدت دو ماه اعتراض خود را به این اداره تسلیم و پس از اخذ رسید، ظرف مدت یک ماه از تاریخ تسلیم اعتراض، دادخواست خود را به مراجع قضایی تقدیم نمایند. بدیهی است در صورت انقضای مدت مذکور و عدم وصول اعتراض طبق مقررات سند مالکیت صادر خواهد شد.	[757, 1984, 1086, 2314]
notice-date-second: تاریخ انتشار نوبت دوم: ۱۴۰۴/۰۵/۰۱	[890, 617, 1086, 633]
notice-signature	[398, 1235, 726, 1305]
notice-body: برابر رای شماره ۱۴۰۳۶۰۳۱۱۰۱۲۰۰۰۳۲۲ موضوع قانون تعیین تکلیف وضعیت ثبتی اراضی و ساختمانهای فاقد سند رسمی مستقر در واحد ثبتی حوزه ثبت ملک لامرد تصرفات مالکانه بلامعارض متقاضی خانم فاطمه خضری فرزند احمد بشماره شناسنامه ۵۴۱ صادره از لامرد در ششدانگ یک قطعه زمین زراعی به مساحت ۷۷۹۵۲/۲۹ متر مربع پلاک ۷۶ فرعی از ۳۰۱۸ اصلی مفروز و مجزی‌شده از پلاک ۳۰۱۸ اصلی قطعه یک بخش ۲۵ فارس واقع در شهرستان لامرد، روستای عباس‌آباد خریداری از مالک رسمی آقای عباس مهتاب محرز گردیده است. لذا به منظور اطلاع عموم مراتب در دو نوبت به فاصله ۱۵ روز آگهی می‌شود. در صورتی که اشخاص نسبت به صدور سند مالکیت متقاضی اعتراضی داشته باشند می‌توانند از تاریخ انتشار اولین آگهی به مدت دو ماه اعتراض خود را به این اداره تسلیم و پس از اخذ رسید، ظرف مدت یک ماه از تاریخ تسلیم اعتراض، دادخواست خود را به مراجع قضایی تقدیم نمایند. بدیهی است در صورت انقضای مدت مذکور و عدم وصول اعتراض طبق مقررات سند مالکیت صادر خواهد شد.	[398, 1984, 727, 2314]
